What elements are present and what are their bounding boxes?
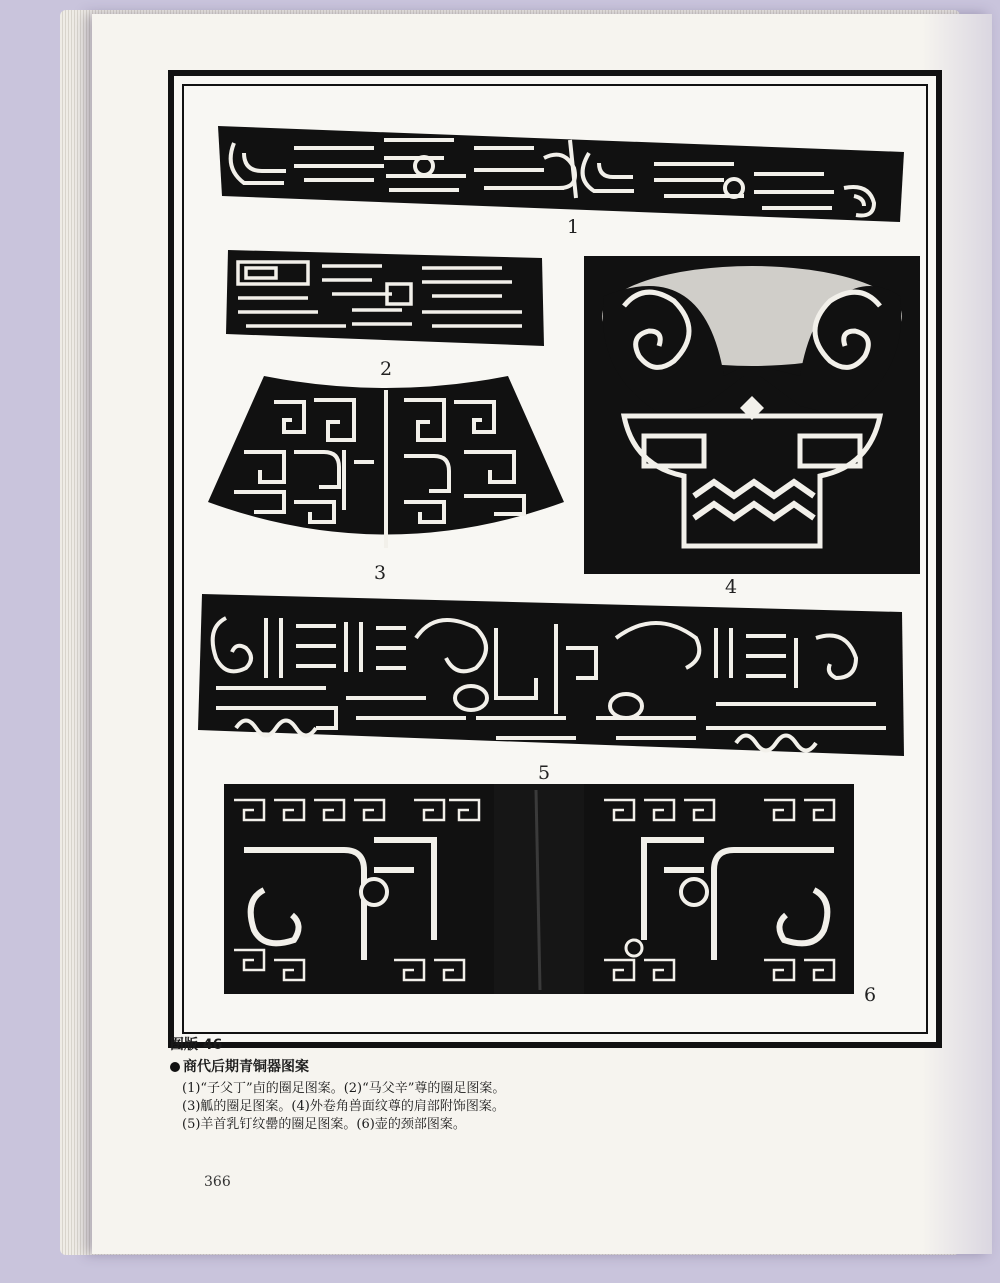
figure-number-4: 4 <box>725 576 738 598</box>
book-page <box>92 14 992 1254</box>
plate-caption <box>170 1034 870 1134</box>
pattern-5-rubbing <box>196 588 910 760</box>
figure-number-6: 6 <box>864 984 877 1006</box>
caption-line-3: (5)羊首乳钉纹罍的圈足图案。(6)壶的颈部图案。 <box>182 1117 466 1132</box>
pattern-4-svg <box>584 256 920 574</box>
pattern-6-svg <box>224 780 854 1000</box>
figure-number-5: 5 <box>538 762 551 784</box>
pattern-6-rubbing <box>224 780 854 1000</box>
plate-frame <box>168 70 942 1048</box>
pattern-3-rubbing <box>204 372 568 552</box>
caption-line-1: (1)“子父丁”卣的圈足图案。(2)“马父辛”尊的圈足图案。 <box>182 1081 506 1096</box>
pattern-2-svg <box>222 246 552 356</box>
pattern-5-svg <box>196 588 910 760</box>
figure-number-2: 2 <box>380 358 393 380</box>
pattern-1-svg <box>214 118 908 228</box>
pattern-2-rubbing <box>222 246 552 356</box>
figure-number-1: 1 <box>567 216 580 238</box>
pattern-1-rubbing <box>214 118 908 228</box>
pattern-4-rubbing <box>584 256 920 574</box>
pattern-3-svg <box>204 372 568 552</box>
plate-title <box>170 1056 870 1076</box>
plate-label: 图版 46 <box>170 1037 223 1053</box>
bullet-icon <box>170 1062 180 1072</box>
caption-line-2: (3)觚的圈足图案。(4)外卷角兽面纹尊的肩部附饰图案。 <box>182 1099 505 1114</box>
plate-title-text: 商代后期青铜器图案 <box>183 1059 309 1075</box>
figure-number-3: 3 <box>374 562 387 584</box>
page-number: 366 <box>204 1174 231 1190</box>
